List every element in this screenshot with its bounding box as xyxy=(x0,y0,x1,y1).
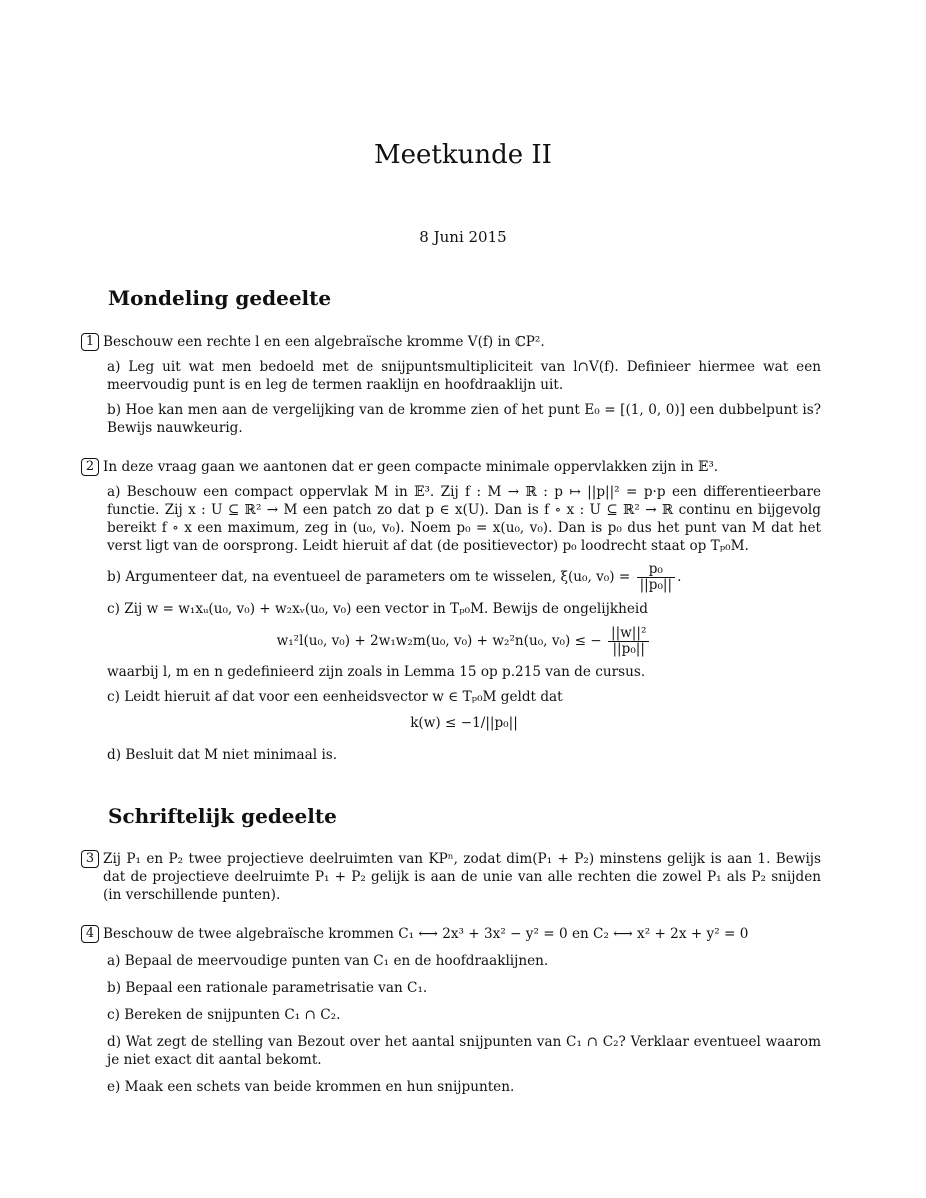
question-part-a: a) Leg uit wat men bedoeld met de snijpuntsmultipliciteit van l∩V(f). Definieer hiermee wat een meervoudig punt is en leg de termen raaklijn en hoofdraaklijn uit. xyxy=(107,359,821,393)
question-part-d: d) Wat zegt de stelling van Bezout over het aantal snijpunten van C₁ ∩ C₂? Verklaar eventueel waarom je niet exact dit aantal bekomt. xyxy=(107,1034,821,1068)
fraction-numerator: ||w||² xyxy=(608,626,649,642)
question-4 xyxy=(81,925,821,1096)
question-part-e: e) Maak een schets van beide krommen en hun snijpunten. xyxy=(107,1079,515,1095)
question-part-d: d) Besluit dat M niet minimaal is. xyxy=(107,747,338,763)
question-part-b: b) Bepaal een rationale parametrisatie van C₁. xyxy=(107,980,428,996)
inequality-equation xyxy=(107,626,821,657)
page-title: Meetkunde II xyxy=(374,140,552,170)
fraction-denominator: ||p₀|| xyxy=(612,641,645,657)
question-intro: Beschouw een rechte l en een algebraïsche kromme V(f) in ℂP². xyxy=(103,334,545,350)
part-c2-text: c) Leidt hieruit af dat voor een eenheidsvector w ∈ Tₚ₀M geldt dat xyxy=(107,689,563,705)
part-c1-after: waarbij l, m en n gedefinieerd zijn zoals in Lemma 15 op p.215 van de cursus. xyxy=(107,664,646,680)
inequality-lhs: w₁²l(u₀, v₀) + 2w₁w₂m(u₀, v₀) + w₂²n(u₀, v₀) ≤ − xyxy=(276,633,602,649)
question-part-a: a) Beschouw een compact oppervlak M in 𝔼³. Zij f : M → ℝ : p ↦ ||p||² = p·p een differentieerbare functie. Zij x : U ⊆ ℝ² → M een patch zo dat p ∈ x(U). Dan is f ∘ x : U ⊆ ℝ² → ℝ continu en bijgevolg bereikt f ∘ x een maximum, zeg in (u₀, v₀). Noem p₀ = x(u₀, v₀). Dan is p₀ dus het punt van M dat het verst ligt van de oorsprong. Leidt hieruit af dat (de positievector) p₀ loodrecht staat op Tₚ₀M. xyxy=(107,484,821,554)
inequality-fraction xyxy=(608,626,649,657)
question-part-c: c) Bereken de snijpunten C₁ ∩ C₂. xyxy=(107,1007,341,1023)
question-part-a: a) Bepaal de meervoudige punten van C₁ en de hoofdraaklijnen. xyxy=(107,953,549,969)
question-part-b: b) Argumenteer dat, na eventueel de parameters om te wisselen, ξ(u₀, v₀) = $\frac{\text{p₀}}{\text{||p₀||}}$ . xyxy=(107,561,682,593)
question-3 xyxy=(81,850,821,904)
normal-vector-fraction xyxy=(637,562,675,593)
question-number: 1 xyxy=(81,333,99,351)
fraction-denominator: ||p₀|| xyxy=(639,577,673,593)
question-part-b: b) Hoe kan men aan de vergelijking van de kromme zien of het punt E₀ = [(1, 0, 0)] een dubbelpunt is? Bewijs nauwkeurig. xyxy=(107,402,821,436)
question-number: 4 xyxy=(81,925,99,943)
question-number: 3 xyxy=(81,850,99,868)
question-text: Zij P₁ en P₂ twee projectieve deelruimten van KPⁿ, zodat dim(P₁ + P₂) minstens gelijk is aan 1. Bewijs dat de projectieve deelruimte P₁ + P₂ gelijk is aan de unie van alle rechten die zowel P₁ als P₂ snijden (in verschillende punten). xyxy=(103,851,821,903)
question-intro: Beschouw de twee algebraïsche krommen C₁ ⟷ 2x³ + 3x² − y² = 0 en C₂ ⟷ x² + 2x + y² = 0 xyxy=(103,926,749,942)
question-intro: In deze vraag gaan we aantonen dat er geen compacte minimale oppervlakken zijn in 𝔼³. xyxy=(103,459,719,475)
section-heading-oral: Mondeling gedeelte xyxy=(108,286,332,310)
fraction-numerator: p₀ xyxy=(637,562,675,578)
section-heading-written: Schriftelijk gedeelte xyxy=(108,804,337,828)
exam-date: 8 Juni 2015 xyxy=(419,228,507,246)
question-2 xyxy=(81,458,821,764)
question-1 xyxy=(81,333,821,437)
part-c1-text: c) Zij w = w₁xᵤ(u₀, v₀) + w₂xᵥ(u₀, v₀) een vector in Tₚ₀M. Bewijs de ongelijkheid xyxy=(107,601,648,617)
curvature-equation: k(w) ≤ −1/||p₀|| xyxy=(410,715,518,731)
question-part-c2 xyxy=(107,688,821,732)
question-number: 2 xyxy=(81,458,99,476)
question-part-c1 xyxy=(107,600,821,681)
part-b-text: b) Argumenteer dat, na eventueel de parameters om te wisselen, ξ(u₀, v₀) = xyxy=(107,569,631,585)
